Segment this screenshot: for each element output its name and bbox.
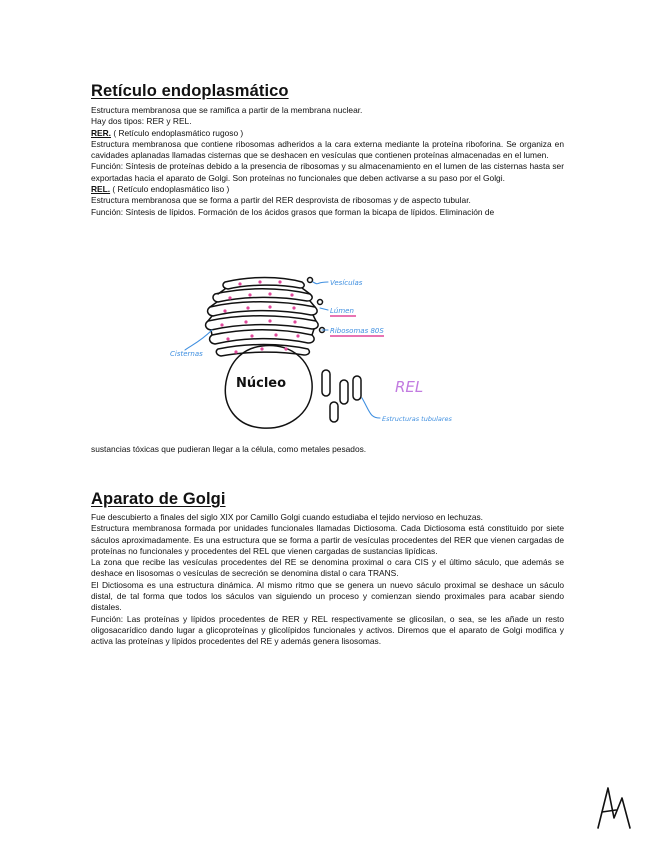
ribosome [234, 350, 237, 353]
label-nucleo: Núcleo [236, 376, 287, 391]
vesicle [318, 300, 323, 305]
tube [330, 402, 338, 422]
ribosome [238, 282, 241, 285]
ribosome [260, 347, 263, 350]
rel-heading [91, 184, 564, 195]
paragraph: Función: Síntesis de lípidos. Formación de los ácidos grasos que forman la bicapa de lípidos. Eliminación de [91, 206, 495, 217]
section-golgi [91, 489, 564, 648]
ribosome [268, 319, 271, 322]
paragraph: Estructura membranosa formada por unidades funcionales llamadas Dictiosoma. Cada Dictiosoma está constituido por siete sáculos aproximadamente. Es una estructura que se forma a partir de vesículas procedentes del RER que vienen cargadas de proteínas no funcionales y procedentes del REL que vienen cargadas de sustancias lipídicas. [91, 523, 564, 556]
cisterna-1 [223, 278, 304, 290]
ribosome [268, 305, 271, 308]
signature-mark [594, 784, 636, 832]
ribosome [250, 334, 253, 337]
paragraph: Fue descubierto a finales del siglo XIX por Camillo Golgi cuando estudiaba el tejido nervioso en lechuzas. [91, 512, 483, 522]
ribosome [296, 334, 299, 337]
ribosome [274, 333, 277, 336]
rel-full: ( Retículo endoplasmático liso ) [110, 184, 230, 195]
heading-reticulo: Retículo endoplasmático [91, 82, 289, 100]
paragraph: Función: Las proteínas y lípidos procedentes de RER y REL respectivamente se glicosilan, o sea, se les añade un resto oligosacarídico dando lugar a glicoproteínas y glicolípidos funcionales y activos. Diremos que el aparato de Golgi modifica y activa las proteínas y lípidos procedentes del RE y además genera lisosomas. [91, 613, 564, 647]
ribosome [278, 280, 281, 283]
label-rel: REL [395, 378, 424, 396]
paragraph: Función: Síntesis de proteínas debido a la presencia de ribosomas y su almacenamiento en el lumen de las cisternas hasta ser exportadas hacia el aparato de Golgi. Son proteínas no funcionales que deben activarse a su paso por el Golgi. [91, 161, 564, 183]
section-reticulo [91, 81, 564, 218]
ribosome [258, 280, 261, 283]
tube [340, 380, 348, 404]
rer-abbr: RER. [91, 127, 112, 138]
tube [322, 370, 330, 396]
ribosome [292, 306, 295, 309]
paragraph: Estructura membranosa que se forma a partir del RER desprovista de ribosomas y de aspecto tubular. [91, 195, 471, 206]
ribosome [268, 292, 271, 295]
rel-abbr: REL. [91, 184, 111, 195]
paragraph-continuation: sustancias tóxicas que pudieran llegar a la célula, como metales pesados. [91, 444, 367, 454]
ribosome [290, 293, 293, 296]
cisterna-2 [213, 289, 312, 302]
paragraph: Estructura membranosa que se ramifica a partir de la membrana nuclear. [91, 105, 363, 115]
label-tubulares: Estructuras tubulares [382, 415, 452, 423]
tube [353, 376, 361, 400]
ribosome [244, 320, 247, 323]
ribosome [284, 347, 287, 350]
paragraph: El Dictiosoma es una estructura dinámica. Al mismo ritmo que se genera un nuevo sáculo proximal se deshace un sáculo distal, de tal forma que todos los sáculos van siguiendo un proceso y comienzan siendo proximales para acabar siendo distales. [91, 579, 564, 613]
ribosome [228, 296, 231, 299]
paragraph: Estructura membranosa que contiene ribosomas adheridos a la cara externa mediante la proteína riboforina. Se organiza en cavidades aplanadas llamadas cisternas que se deshacen en vesículas que contienen proteínas almacenadas en el lumen. [91, 138, 564, 161]
ribosome [226, 337, 229, 340]
label-vesiculas: Vesículas [330, 279, 363, 287]
heading-golgi: Aparato de Golgi [91, 490, 226, 508]
cisterna-4 [206, 316, 318, 330]
rer-full: ( Retículo endoplasmático rugoso ) [111, 127, 244, 138]
rer-heading [91, 128, 564, 139]
paragraph: Hay dos tipos: RER y REL. [91, 116, 192, 127]
cisterna-3 [208, 302, 317, 316]
label-lumen: Lúmen [330, 307, 354, 315]
ribosome [220, 323, 223, 326]
label-ribosomas: Ribosomas 80S [330, 327, 384, 335]
label-cisternas: Cisternas [170, 350, 203, 358]
paragraph: La zona que recibe las vesículas procedentes del RE se denomina proximal o cara CIS y el último sáculo, que además se deshace en lisosomas o vesículas de secreción se denomina distal o cara TRANS. [91, 557, 564, 579]
er-diagram [170, 272, 490, 437]
ribosome [246, 306, 249, 309]
ribosome [248, 293, 251, 296]
ribosome [293, 320, 296, 323]
vesicle [308, 278, 313, 283]
ribosome [223, 309, 226, 312]
